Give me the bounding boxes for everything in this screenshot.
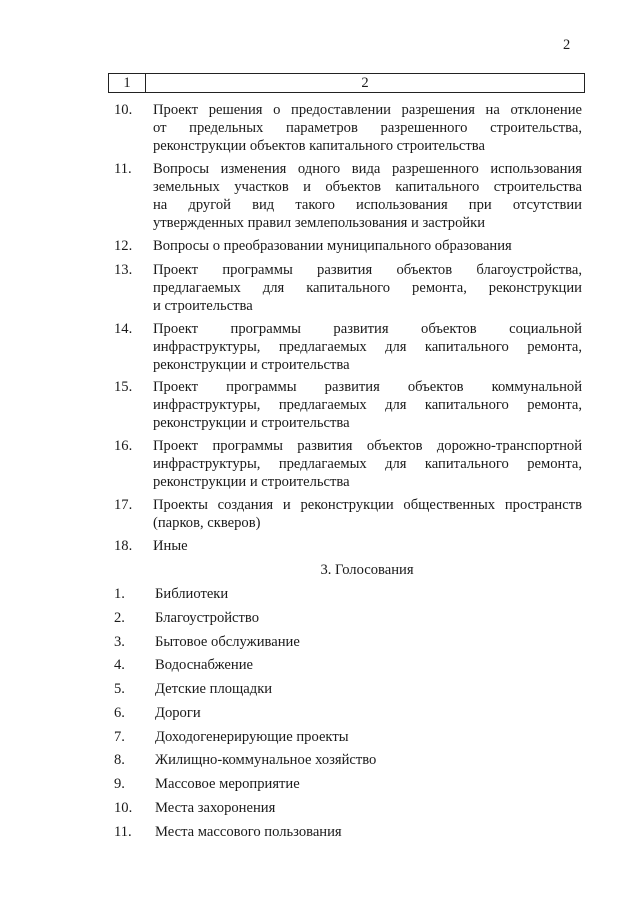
item-number: 7. bbox=[114, 729, 125, 745]
item-number: 14. bbox=[114, 321, 133, 337]
item-text: Места массового пользования bbox=[155, 824, 342, 840]
item-text: Жилищно-коммунальное хозяйство bbox=[155, 752, 377, 768]
item-text-line: Проект программы развития объектов благоустройства, bbox=[153, 262, 582, 278]
item-text bbox=[153, 101, 582, 155]
item-text-line: Проекты создания и реконструкции общественных пространств bbox=[153, 497, 582, 513]
item-text: Библиотеки bbox=[155, 586, 229, 602]
item-text bbox=[153, 320, 582, 374]
item-number: 8. bbox=[114, 752, 125, 768]
item-number: 11. bbox=[114, 161, 132, 177]
item-number: 3. bbox=[114, 634, 125, 650]
list-item bbox=[114, 160, 582, 232]
list-item bbox=[114, 775, 582, 793]
list-item bbox=[114, 656, 582, 674]
item-number: 10. bbox=[114, 102, 133, 118]
item-number: 9. bbox=[114, 776, 125, 792]
list-item bbox=[114, 378, 582, 432]
item-text-line: инфраструктуры, предлагаемых для капитального ремонта, bbox=[153, 339, 582, 355]
item-number: 4. bbox=[114, 657, 125, 673]
item-text bbox=[153, 437, 582, 491]
item-text-line: инфраструктуры, предлагаемых для капитального ремонта, bbox=[153, 397, 582, 413]
item-text-line: от предельных параметров разрешенного строительства, bbox=[153, 120, 582, 136]
item-text-line: реконструкции и строительства bbox=[153, 474, 350, 490]
item-text-line: Проект программы развития объектов коммунальной bbox=[153, 379, 582, 395]
item-text bbox=[153, 160, 582, 232]
item-text-line: Проект программы развития объектов дорожно-транспортной bbox=[153, 438, 582, 454]
item-text-line: и строительства bbox=[153, 298, 253, 314]
item-text: Бытовое обслуживание bbox=[155, 634, 300, 650]
list-item bbox=[114, 261, 582, 315]
item-text-line: земельных участков и объектов капитального строительства bbox=[153, 179, 582, 195]
item-number: 15. bbox=[114, 379, 133, 395]
item-number: 16. bbox=[114, 438, 133, 454]
item-text bbox=[153, 378, 582, 432]
list-item bbox=[114, 437, 582, 491]
item-text: Массовое мероприятие bbox=[155, 776, 300, 792]
item-text-line: Проект решения о предоставлении разрешения на отклонение bbox=[153, 102, 582, 118]
item-text bbox=[153, 237, 582, 255]
list-item bbox=[114, 496, 582, 532]
item-number: 11. bbox=[114, 824, 132, 840]
item-number: 6. bbox=[114, 705, 125, 721]
section-title: 3. Голосования bbox=[320, 562, 414, 578]
item-text: Доходогенерирующие проекты bbox=[155, 729, 349, 745]
list-item bbox=[114, 101, 582, 155]
item-text bbox=[153, 496, 582, 532]
list-item bbox=[114, 823, 582, 841]
list-item bbox=[114, 320, 582, 374]
item-text-line: реконструкции и строительства bbox=[153, 357, 350, 373]
item-number: 18. bbox=[114, 538, 133, 554]
list-item bbox=[114, 633, 582, 651]
item-text-line: (парков, скверов) bbox=[153, 515, 261, 531]
item-number: 10. bbox=[114, 800, 133, 816]
item-number: 12. bbox=[114, 238, 133, 254]
list-item bbox=[114, 799, 582, 817]
list-item bbox=[114, 585, 582, 603]
item-text-line: предлагаемых для капитального ремонта, реконструкции bbox=[153, 280, 582, 296]
item-text: Благоустройство bbox=[155, 610, 259, 626]
item-text: Детские площадки bbox=[155, 681, 273, 697]
item-text-line: Вопросы изменения одного вида разрешенного использования bbox=[153, 161, 582, 177]
item-text: Дороги bbox=[155, 705, 201, 721]
list-item bbox=[114, 680, 582, 698]
table-header-col-2: 2 bbox=[361, 75, 369, 91]
item-number: 17. bbox=[114, 497, 133, 513]
list-item bbox=[114, 704, 582, 722]
list-item bbox=[114, 728, 582, 746]
item-text: Водоснабжение bbox=[155, 657, 253, 673]
item-text-line: реконструкции объектов капитального строительства bbox=[153, 138, 485, 154]
item-text bbox=[153, 537, 582, 555]
item-text bbox=[153, 261, 582, 315]
table-header-col-1: 1 bbox=[109, 74, 146, 92]
item-text-line: Проект программы развития объектов социальной bbox=[153, 321, 582, 337]
page-number: 2 bbox=[563, 37, 571, 53]
item-number: 2. bbox=[114, 610, 125, 626]
item-text-line: реконструкции и строительства bbox=[153, 415, 350, 431]
item-text-line: на другой вид такого использования при отсутствии bbox=[153, 197, 582, 213]
item-text: Места захоронения bbox=[155, 800, 276, 816]
item-text-line: инфраструктуры, предлагаемых для капитального ремонта, bbox=[153, 456, 582, 472]
item-text-line: утвержденных правил землепользования и застройки bbox=[153, 215, 486, 231]
list-item bbox=[114, 237, 582, 255]
list-item bbox=[114, 537, 582, 555]
item-text-line: Иные bbox=[153, 538, 188, 554]
item-number: 13. bbox=[114, 262, 133, 278]
list-item bbox=[114, 609, 582, 627]
item-text-line: Вопросы о преобразовании муниципального образования bbox=[153, 238, 512, 254]
item-number: 1. bbox=[114, 586, 125, 602]
item-number: 5. bbox=[114, 681, 125, 697]
table-header bbox=[108, 73, 585, 93]
list-item bbox=[114, 751, 582, 769]
